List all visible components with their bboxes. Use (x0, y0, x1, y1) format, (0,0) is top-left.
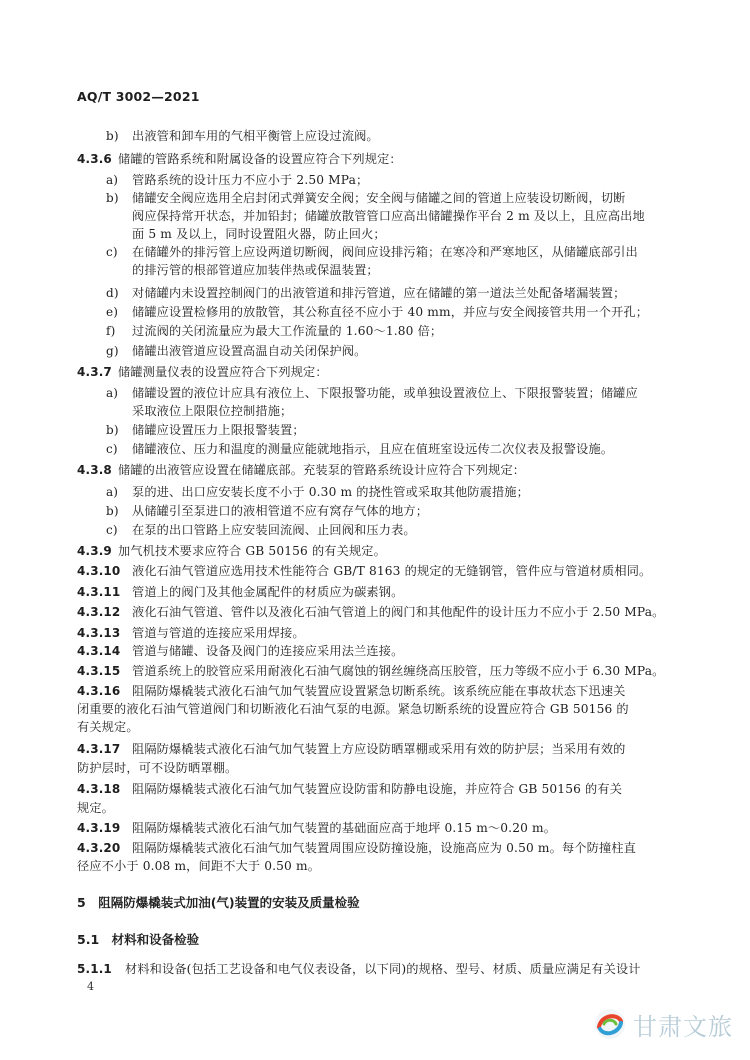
line-text: 有关规定。 (77, 720, 139, 734)
list-marker: c) (106, 442, 118, 456)
line-text: 液化石油气管道应选用技术性能符合 GB/T 8163 的规定的无缝钢管，管件应与管道材质相同。 (132, 564, 652, 578)
line-text: 储罐的管路系统和附属设备的设置应符合下列规定： (118, 152, 402, 166)
list-marker: a) (106, 173, 119, 187)
line-text: 出液管和卸车用的气相平衡管上应设过流阀。 (132, 129, 379, 143)
line-text: 储罐应设置压力上限报警装置； (132, 423, 305, 437)
line-text: 储罐安全阀应选用全启封闭式弹簧安全阀；安全阀与储罐之间的管道上应装设切断阀，切断 (132, 191, 626, 205)
line-text: 防护层时，可不设防晒罩棚。 (77, 761, 238, 775)
standard-code-header: AQ/T 3002—2021 (77, 89, 200, 104)
line-text: 的排污管的根部管道应加装伴热或保温装置； (132, 263, 379, 277)
clause-number: 4.3.19 (77, 821, 121, 835)
clause-number: 4.3.6 (77, 152, 112, 166)
clause-number: 4.3.13 (77, 626, 121, 640)
line-text: 过流阀的关闭流量应为最大工作流量的 1.60～1.80 倍； (132, 324, 443, 338)
line-text: 阻隔防爆橇装式液化石油气加气装置应设置紧急切断系统。该系统应能在事故状态下迅速关 (132, 684, 626, 698)
list-marker: b) (106, 191, 119, 205)
line-text: 液化石油气管道、管件以及液化石油气管道上的阀门和其他配件的设计压力不应小于 2.50 MPa。 (132, 605, 665, 619)
line-text: 储罐出液管道应设置高温自动关闭保护阀。 (132, 344, 367, 358)
line-text: 加气机技术要求应符合 GB 50156 的有关规定。 (118, 544, 386, 558)
list-marker: c) (106, 245, 118, 259)
clause-number: 4.3.18 (77, 782, 121, 796)
clause-number: 4.3.8 (77, 463, 112, 477)
clause-number: 5.1.1 (77, 962, 112, 976)
section-5-heading: 5 阻隔防爆橇装式加油(气)装置的安装及质量检验 (77, 895, 360, 910)
clause-number: 4.3.15 (77, 664, 121, 678)
line-text: 阻隔防爆橇装式液化石油气加气装置的基础面应高于地坪 0.15 m～0.20 m。 (132, 821, 557, 835)
line-text: 管路系统的设计压力不应小于 2.50 MPa； (132, 173, 369, 187)
clause-number: 4.3.14 (77, 644, 121, 658)
page-number: 4 (87, 980, 94, 993)
watermark-text: 甘肃文旅 (633, 1012, 733, 1041)
clause-number: 4.3.7 (77, 365, 112, 379)
line-text: 储罐测量仪表的设置应符合下列规定： (118, 365, 328, 379)
list-marker: g) (106, 344, 119, 358)
clause-number: 4.3.20 (77, 841, 121, 855)
watermark (593, 1004, 743, 1044)
line-text: 储罐设置的液位计应具有液位上、下限报警功能，或单独设置液位上、下限报警装置；储罐应 (132, 386, 638, 400)
swirl-logo-icon (593, 1007, 627, 1041)
line-text: 对储罐内未设置控制阀门的出液管道和排污管道，应在储罐的第一道法兰处配备堵漏装置； (132, 286, 626, 300)
section-5-1-heading: 5.1 材料和设备检验 (77, 932, 200, 947)
line-text: 从储罐引至泵进口的液相管道不应有窝存气体的地方； (132, 504, 429, 518)
list-marker: a) (106, 485, 119, 499)
line-text: 阻隔防爆橇装式液化石油气加气装置周围应设防撞设施，设施高应为 0.50 m。每个防撞柱直 (132, 841, 636, 855)
list-marker: f) (106, 324, 116, 338)
list-marker: b) (106, 423, 119, 437)
line-text: 在储罐外的排污管上应设两道切断阀，阀间应设排污箱；在寒冷和严寒地区，从储罐底部引出 (132, 245, 638, 259)
line-text: 管道上的阀门及其他金属配件的材质应为碳素钢。 (132, 585, 404, 599)
clause-number: 4.3.9 (77, 544, 112, 558)
line-text: 管道与储罐、设备及阀门的连接应采用法兰连接。 (132, 644, 404, 658)
list-marker: b) (106, 129, 119, 143)
line-text: 泵的进、出口应安装长度不小于 0.30 m 的挠性管或采取其他防震措施； (132, 485, 529, 499)
line-text: 面 5 m 及以上，同时设置阻火器，防止回火； (132, 227, 386, 241)
line-text: 储罐应设置检修用的放散管，其公称直径不应小于 40 mm，并应与安全阀接管共用一个开孔； (132, 305, 649, 319)
line-text: 闭重要的液化石油气管道阀门和切断液化石油气泵的电源。紧急切断系统的设置应符合 GB 50156 的 (77, 702, 629, 716)
line-text: 阻隔防爆橇装式液化石油气加气装置上方应设防晒罩棚或采用有效的防护层；当采用有效的 (132, 742, 626, 756)
line-text: 径应不小于 0.08 m，间距不大于 0.50 m。 (77, 859, 321, 873)
clause-number: 4.3.17 (77, 742, 121, 756)
clause-text: 材料和设备(包括工艺设备和电气仪表设备，以下同)的规格、型号、材质、质量应满足有关设计 (125, 962, 641, 976)
list-marker: e) (106, 305, 119, 319)
clause-number: 4.3.12 (77, 605, 121, 619)
clause-number: 4.3.16 (77, 684, 121, 698)
line-text: 储罐的出液管应设置在储罐底部。充装泵的管路系统设计应符合下列规定： (118, 463, 526, 477)
line-text: 规定。 (77, 801, 115, 815)
list-marker: c) (106, 523, 118, 537)
line-text: 管道系统上的胶管应采用耐液化石油气腐蚀的钢丝缠绕高压胶管，压力等级不应小于 6.30 MPa。 (132, 664, 665, 678)
clause-number: 4.3.11 (77, 585, 121, 599)
clause-number: 4.3.10 (77, 564, 121, 578)
line-text: 阀应保持常开状态，并加铅封；储罐放散管管口应高出储罐操作平台 2 m 及以上，且应高出地 (132, 209, 645, 223)
line-text: 储罐液位、压力和温度的测量应能就地指示，且应在值班室设远传二次仪表及报警设施。 (132, 442, 614, 456)
line-text: 阻隔防爆橇装式液化石油气加气装置应设防雷和防静电设施，并应符合 GB 50156 的有关 (132, 782, 623, 796)
line-text: 采取液位上限限位控制措施； (132, 404, 293, 418)
list-marker: d) (106, 286, 119, 300)
line-text: 管道与管道的连接应采用焊接。 (132, 626, 305, 640)
list-marker: b) (106, 504, 119, 518)
line-text: 在泵的出口管路上应安装回流阀、止回阀和压力表。 (132, 523, 416, 537)
list-marker: a) (106, 386, 119, 400)
